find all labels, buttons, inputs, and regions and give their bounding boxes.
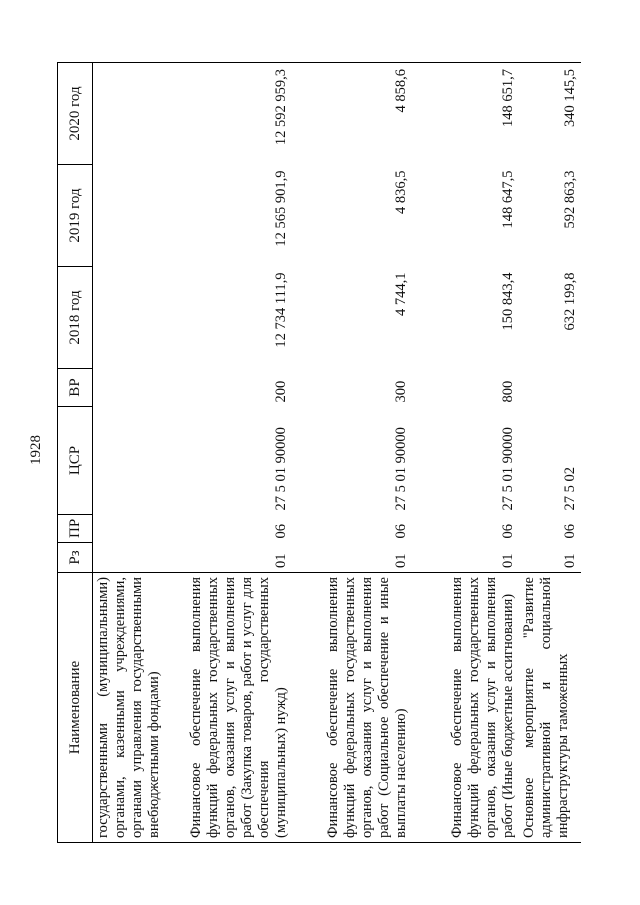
budget-table <box>57 62 581 843</box>
row-vr <box>93 369 184 407</box>
row-vr: 300 <box>393 380 409 403</box>
table-row <box>183 63 292 843</box>
row-2020 <box>93 63 184 165</box>
row-pr: 06 <box>562 524 578 539</box>
header-name: Наименование <box>58 573 93 843</box>
table-header-row <box>58 63 93 843</box>
row-pr: 06 <box>273 524 289 539</box>
header-csr: ЦСР <box>58 407 93 515</box>
row-rz: 01 <box>393 553 409 568</box>
row-2020: 12 592 959,3 <box>183 63 292 165</box>
row-2020: 340 145,5 <box>519 63 581 165</box>
row-rz <box>93 543 184 573</box>
header-rz: Рз <box>58 543 93 573</box>
header-2019: 2019 год <box>58 165 93 267</box>
row-2020: 148 651,7 <box>412 63 519 165</box>
row-vr <box>519 369 581 407</box>
row-2019: 4 836,5 <box>393 170 409 214</box>
row-2019: 148 647,5 <box>500 170 516 229</box>
row-name: Финансовое обеспечение выполнения функций федеральных государственных органов, оказания услуг и выполнения работ (Закупка товаров, работ и услуг для обеспечения государственных (муниципальных) нужд) <box>183 573 292 843</box>
row-2018 <box>93 267 184 369</box>
header-2018: 2018 год <box>58 267 93 369</box>
row-pr: 06 <box>393 524 409 539</box>
rotated-page-content <box>57 63 607 843</box>
table-row <box>292 63 412 843</box>
row-rz: 01 <box>500 553 516 568</box>
header-vr: ВР <box>58 369 93 407</box>
page-number: 1928 <box>28 435 44 465</box>
row-pr: 06 <box>500 524 516 539</box>
row-2018: 12 734 111,9 <box>273 272 289 348</box>
row-2019: 12 565 901,9 <box>273 170 289 247</box>
table-row <box>519 63 581 843</box>
header-2020: 2020 год <box>58 63 93 165</box>
row-name: Финансовое обеспечение выполнения функций федеральных государственных органов, оказания услуг и выполнения работ (Социальное обеспечение и иные выплаты населению) <box>292 573 412 843</box>
row-2018: 150 843,4 <box>500 272 516 331</box>
row-name: государственными (муниципальными) органами, казенными учреждениями, органами управления государственными внебюджетными фондами) <box>93 573 184 843</box>
table-row <box>412 63 519 843</box>
row-2018: 4 744,1 <box>393 272 409 316</box>
row-csr: 27 5 01 90000 <box>393 427 409 511</box>
row-2019 <box>93 165 184 267</box>
row-name: Основное мероприятие "Развитие административной и социальной инфраструктуры таможенных <box>519 573 581 843</box>
row-2020: 4 858,6 <box>292 63 412 165</box>
row-csr: 27 5 02 <box>562 467 578 511</box>
row-csr: 27 5 01 90000 <box>273 427 289 511</box>
row-rz: 01 <box>562 553 578 568</box>
row-vr: 800 <box>500 380 516 403</box>
row-rz: 01 <box>273 553 289 568</box>
row-2019: 592 863,3 <box>562 170 578 229</box>
row-csr: 27 5 01 90000 <box>500 427 516 511</box>
row-name: Финансовое обеспечение выполнения функций федеральных государственных органов, оказания услуг и выполнения работ (Иные бюджетные ассигнования) <box>412 573 519 843</box>
row-2018: 632 199,8 <box>562 272 578 331</box>
row-csr <box>93 407 184 515</box>
table-row <box>93 63 184 843</box>
header-pr: ПР <box>58 515 93 543</box>
row-pr <box>93 515 184 543</box>
row-vr: 200 <box>273 380 289 403</box>
